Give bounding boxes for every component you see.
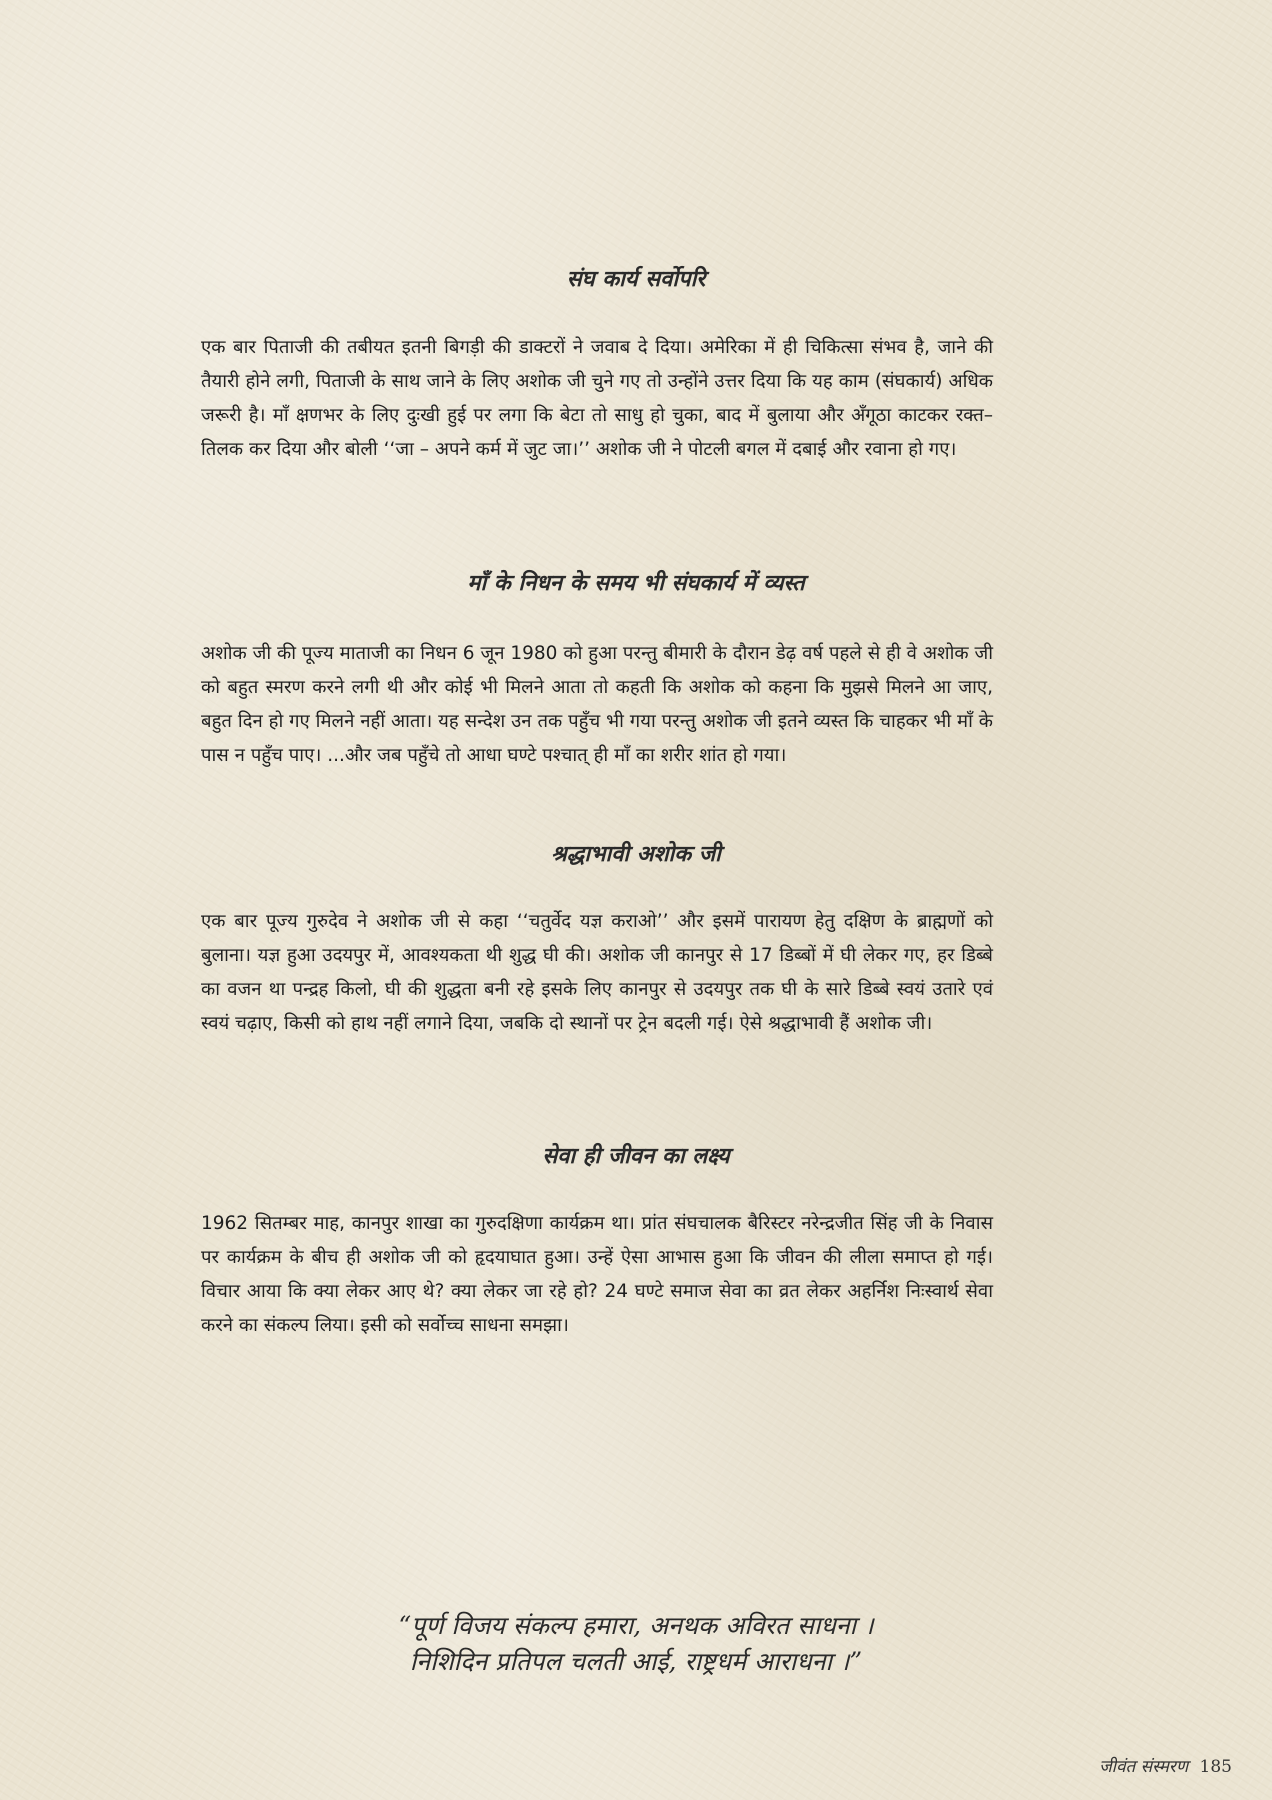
page-footer <box>1099 1754 1232 1777</box>
closing-verse-line-1: “पूर्ण विजय संकल्प हमारा, अनथक अविरत साधना । <box>398 1611 874 1640</box>
section-body-shraddhabhavi: एक बार पूज्य गुरुदेव ने अशोक जी से कहा ‘‘चतुर्वेद यज्ञ कराओ’’ और इसमें पारायण हेतु दक्षिण के ब्राह्मणों को बुलाना। यज्ञ हुआ उदयपुर में, आवश्यकता थी शुद्ध घी की। अशोक जी कानपुर से 17 डिब्बों में घी लेकर गए, हर डिब्बे का वजन था पन्द्रह किलो, घी की शुद्धता बनी रहे इसके लिए कानपुर से उदयपुर तक घी के सारे डिब्बे स्वयं उतारे एवं स्वयं चढ़ाए, किसी को हाथ नहीं लगाने दिया, जबकि दो स्थानों पर ट्रेन बदली गई। ऐसे श्रद्धाभावी हैं अशोक जी। <box>201 911 993 1034</box>
closing-verse <box>0 1608 1272 1680</box>
closing-verse-line-2: निशिदिन प्रतिपल चलती आई, राष्ट्रधर्म आराधना ।” <box>409 1647 863 1676</box>
section-body-maa-nidhan: अशोक जी की पूज्य माताजी का निधन 6 जून 1980 को हुआ परन्तु बीमारी के दौरान डेढ़ वर्ष पहले से ही वे अशोक जी को बहुत स्मरण करने लगी थी और कोई भी मिलने आता तो कहती कि अशोक को कहना कि मुझसे मिलने आ जाए, बहुत दिन हो गए मिलने नहीं आता। यह सन्देश उन तक पहुँच भी गया परन्तु अशोक जी इतने व्यस्त कि चाहकर भी माँ के पास न पहुँच पाए। ...और जब पहुँचे तो आधा घण्टे पश्चात् ही माँ का शरीर शांत हो गया। <box>201 643 993 766</box>
section-body-sangh-karya: एक बार पिताजी की तबीयत इतनी बिगड़ी की डाक्टरों ने जवाब दे दिया। अमेरिका में ही चिकित्सा संभव है, जाने की तैयारी होने लगी, पिताजी के साथ जाने के लिए अशोक जी चुने गए तो उन्होंने उत्तर दिया कि यह काम (संघकार्य) अधिक जरूरी है। माँ क्षणभर के लिए दुःखी हुई पर लगा कि बेटा तो साधु हो चुका, बाद में बुलाया और अँगूठा काटकर रक्त–तिलक कर दिया और बोली ‘‘जा – अपने कर्म में जुट जा।’’ अशोक जी ने पोटली बगल में दबाई और रवाना हो गए। <box>201 337 993 460</box>
section-heading-seva-lakshya: सेवा ही जीवन का लक्ष्य <box>542 1143 730 1169</box>
section-heading-maa-nidhan: माँ के निधन के समय भी संघकार्य में व्यस्त <box>467 570 805 596</box>
page-number: 185 <box>1199 1757 1232 1777</box>
footer-book-title: जीवंत संस्मरण <box>1099 1757 1189 1777</box>
section-heading-shraddhabhavi: श्रद्धाभावी अशोक जी <box>551 841 721 867</box>
section-body-seva-lakshya: 1962 सितम्बर माह, कानपुर शाखा का गुरुदक्षिणा कार्यक्रम था। प्रांत संघचालक बैरिस्टर नरेन्द्रजीत सिंह जी के निवास पर कार्यक्रम के बीच ही अशोक जी को हृदयाघात हुआ। उन्हें ऐसा आभास हुआ कि जीवन की लीला समाप्त हो गई। विचार आया कि क्या लेकर आए थे? क्या लेकर जा रहे हो? 24 घण्टे समाज सेवा का व्रत लेकर अहर्निश निःस्वार्थ सेवा करने का संकल्प लिया। इसी को सर्वोच्च साधना समझा। <box>201 1213 993 1336</box>
section-heading-sangh-karya: संघ कार्य सर्वोपरि <box>566 266 706 292</box>
